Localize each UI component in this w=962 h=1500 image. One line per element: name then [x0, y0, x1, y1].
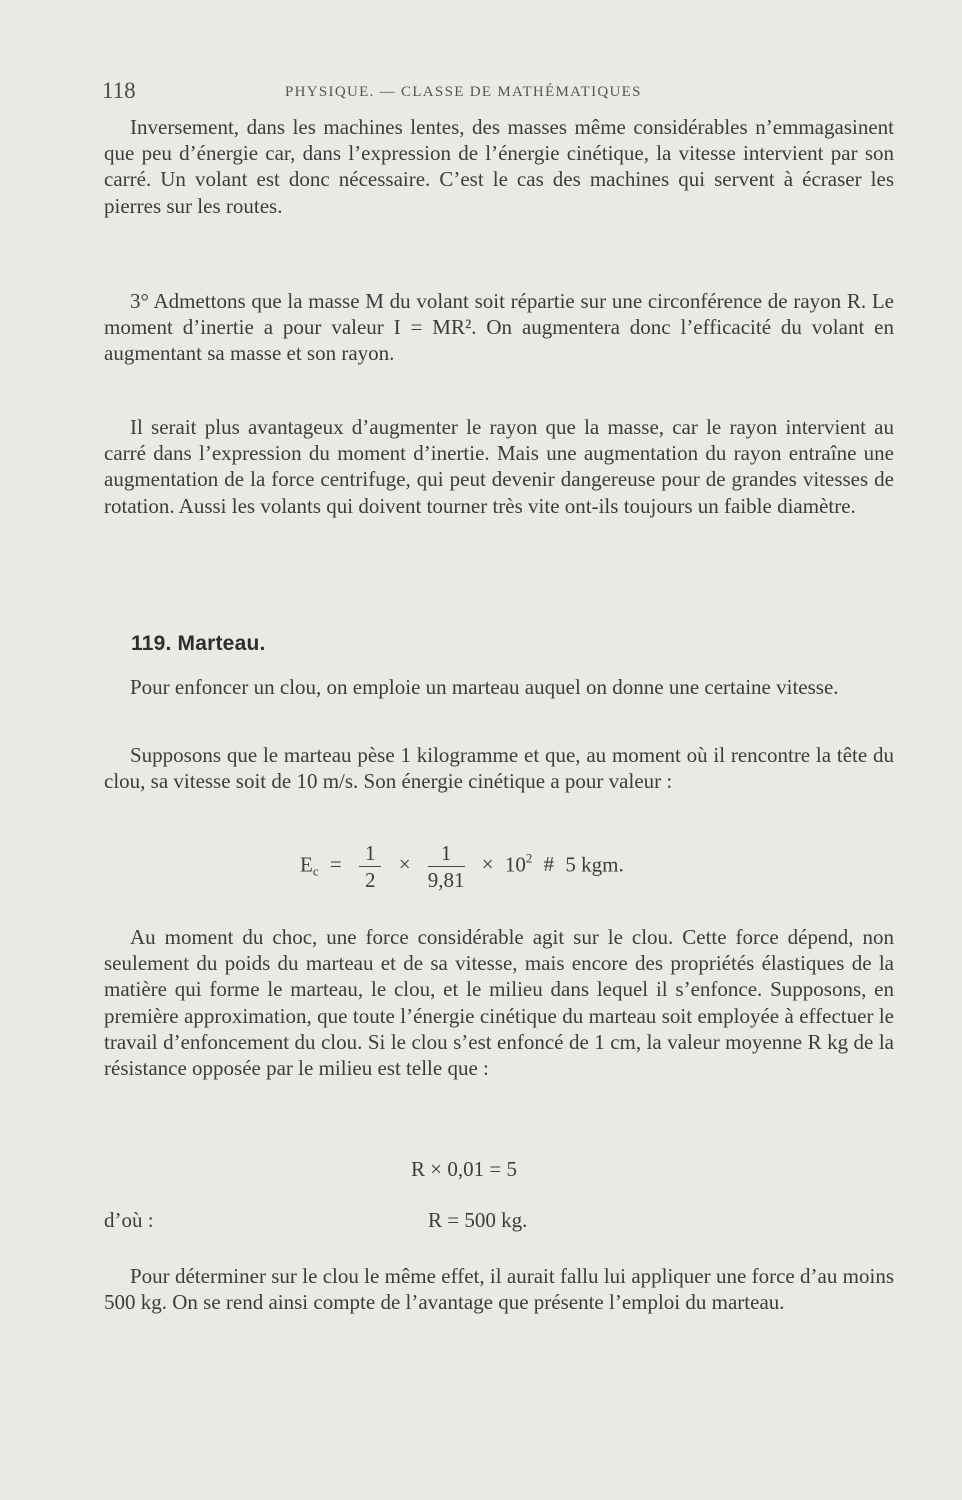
formula-result: 5 kgm.: [565, 852, 624, 877]
fraction-one-half: [359, 840, 382, 893]
running-head: PHYSIQUE. — CLASSE DE MATHÉMATIQUES: [285, 84, 642, 100]
resistance-equation: R × 0,01 = 5: [411, 1157, 517, 1181]
paragraph-conclusion: Pour déterminer sur le clou le même effet, il aurait fallu lui appliquer une force d’au moins 500 kg. On se rend ainsi compte de l’avantage que présente l’emploi du marteau.: [104, 1264, 894, 1315]
kinetic-energy-formula: [300, 840, 624, 893]
formula-times: ×: [398, 852, 411, 877]
formula-approx: #: [543, 852, 555, 877]
paragraph-enfoncer: Pour enfoncer un clou, on emploie un marteau auquel on donne une certaine vitesse.: [130, 675, 839, 699]
paragraph-inversement: Inversement, dans les machines lentes, des masses même considérables n’emmagasinent que peu d’énergie car, dans l’expression de l’énergie cinétique, la vitesse intervient par son carré. Un volant est donc nécessaire. C’est le cas des machines qui servent à écraser les pierres sur les routes.: [104, 115, 894, 218]
fraction-denominator: 2: [364, 868, 376, 892]
formula-lhs-sub: c: [312, 863, 319, 879]
paragraph-choc: Au moment du choc, une force considérable agit sur le clou. Cette force dépend, non seulement du poids du marteau et de sa vitesse, mais encore des propriétés élastiques de la matière qui forme le marteau, le clou, et le milieu dans lequel il s’enfonce. Supposons, en première approximation, que toute l’énergie cinétique du marteau soit employée à effectuer le travail d’enfoncement du clou. Si le clou s’est enfoncé de 1 cm, la valeur moyenne R kg de la résistance opposée par le milieu est telle que :: [104, 925, 894, 1081]
formula-times: ×: [481, 852, 494, 877]
fraction-denominator: 9,81: [427, 868, 465, 892]
fraction-numerator: 1: [428, 840, 465, 867]
page-header: [102, 78, 894, 108]
page-number: 118: [102, 78, 136, 103]
fraction-one-over-g: [428, 840, 465, 893]
paragraph-supposons: Supposons que le marteau pèse 1 kilogramme et que, au moment où il rencontre la tête du clou, sa vitesse soit de 10 m/s. Son énergie cinétique a pour valeur :: [104, 743, 894, 794]
fraction-numerator: 1: [359, 840, 382, 867]
formula-exponent: 2: [525, 850, 533, 866]
section-title: 119. Marteau.: [131, 632, 266, 655]
resistance-result: R = 500 kg.: [428, 1208, 528, 1232]
paragraph-admettons: 3° Admettons que la masse M du volant soit répartie sur une circonférence de rayon R. Le moment d’inertie a pour valeur I = MR². On augmentera donc l’efficacité du volant en augmentant sa masse et son rayon.: [104, 289, 894, 366]
formula-lhs: E: [300, 852, 313, 877]
paragraph-rayon: Il serait plus avantageux d’augmenter le rayon que la masse, car le rayon intervient au carré dans l’expression du moment d’inertie. Mais une augmentation du rayon entraîne une augmentation de la force centrifuge, qui peut devenir dangereuse pour de grandes vitesses de rotation. Aussi les volants qui doivent tourner très vite ont-ils toujours un faible diamètre.: [104, 415, 894, 518]
formula-equals: =: [329, 852, 342, 877]
formula-label-dou: d’où :: [104, 1208, 154, 1232]
formula-base: 10: [504, 852, 526, 877]
